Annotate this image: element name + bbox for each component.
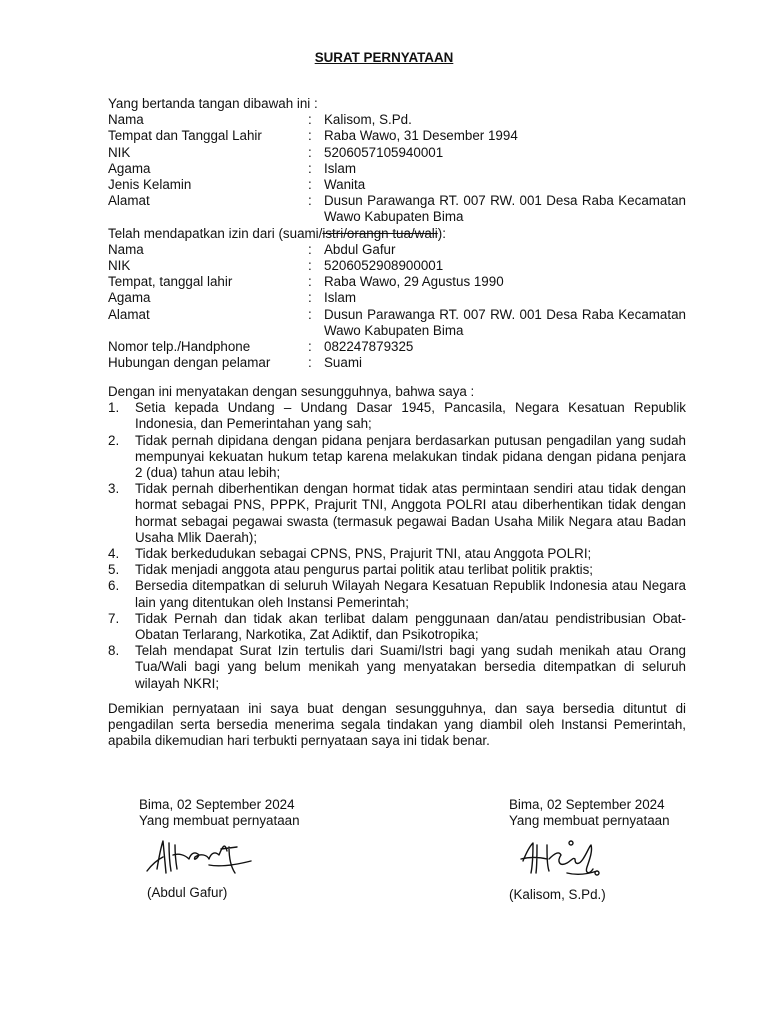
list-item: 1. Setia kepada Undang – Undang Dasar 1945, Pancasila, Negara Kesatuan Republik Indonesia, dan Pemerintahan yang sah; <box>108 400 686 432</box>
list-item: 8. Telah mendapat Surat Izin tertulis dari Suami/Istri bagi yang sudah menikah atau Orang Tua/Wali bagi yang belum menikah yang menyatakan bersedia ditempatkan di seluruh wilayah NKRI; <box>108 643 686 691</box>
guardian-row-relation <box>108 355 686 371</box>
signer-row-birth <box>108 128 686 144</box>
signature-role: Yang membuat pernyataan <box>509 813 670 829</box>
field-label: Alamat <box>108 306 150 322</box>
field-colon: : <box>308 144 312 160</box>
list-item: 3. Tidak pernah diberhentikan dengan hormat tidak atas permintaan sendiri atau tidak dengan hormat sebagai PNS, PPPK, Prajurit TNI, Anggota POLRI atau diberhentikan tidak dengan hormat sebagai pegawai swasta (termasuk pegawai Badan Usaha Milik Negara atau Badan Usaha Mlik Daerah); <box>108 481 686 545</box>
field-label: Agama <box>108 290 151 306</box>
field-value: Islam <box>324 290 356 306</box>
list-item: 5. Tidak menjadi anggota atau pengurus partai politik atau terlibat politik praktis; <box>108 562 594 578</box>
signer-row-religion <box>108 161 686 177</box>
signature-scribble-left <box>139 837 259 879</box>
signature-name: (Kalisom, S.Pd.) <box>509 887 606 903</box>
guardian-row-phone <box>108 339 686 355</box>
field-value: Raba Wawo, 29 Agustus 1990 <box>324 274 504 290</box>
signature-name: (Abdul Gafur) <box>147 885 228 901</box>
closing-paragraph: Demikian pernyataan ini saya buat dengan sesungguhnya, dan saya bersedia dituntut di pengadilan serta bersedia menerima segala tindakan yang diambil oleh Instansi Pemerintah, apabila dikemudian hari terbukti pernyataan saya ini tidak benar. <box>108 701 686 749</box>
signer-row-name <box>108 112 686 128</box>
field-label: Tempat dan Tanggal Lahir <box>108 128 262 144</box>
field-label: Alamat <box>108 193 150 209</box>
signature-block-left <box>139 797 359 902</box>
field-label: Tempat, tanggal lahir <box>108 274 233 290</box>
guardian-row-name <box>108 242 686 258</box>
field-colon: : <box>308 128 312 144</box>
field-label: Jenis Kelamin <box>108 177 192 193</box>
field-colon: : <box>308 306 312 322</box>
signature-block-right <box>509 797 729 904</box>
field-value: Raba Wawo, 31 Desember 1994 <box>324 128 518 144</box>
signature-place-date: Bima, 02 September 2024 <box>139 797 295 812</box>
statement-list <box>108 400 686 692</box>
document-title: SURAT PERNYATAAN <box>314 50 454 65</box>
guardian-row-address <box>108 307 686 339</box>
field-value: 5206057105940001 <box>324 144 444 160</box>
signature-scribble-right <box>509 837 619 881</box>
field-colon: : <box>308 258 312 274</box>
guardian-row-religion <box>108 290 686 306</box>
guardian-row-nik <box>108 258 686 274</box>
field-colon: : <box>308 339 312 355</box>
list-item: 4. Tidak berkedudukan sebagai CPNS, PNS, Prajurit TNI, atau Anggota POLRI; <box>108 546 592 562</box>
field-label: Nama <box>108 241 144 257</box>
signer-row-gender <box>108 177 686 193</box>
statement-section <box>108 384 686 692</box>
signature-role: Yang membuat pernyataan <box>139 813 300 829</box>
field-value: Dusun Parawanga RT. 007 RW. 001 Desa Raba Kecamatan Wawo Kabupaten Bima <box>324 306 686 338</box>
field-colon: : <box>308 160 312 176</box>
field-colon: : <box>308 290 312 306</box>
field-colon: : <box>308 177 312 193</box>
field-value: Islam <box>324 160 356 176</box>
field-label: Nomor telp./Handphone <box>108 339 251 355</box>
signer-row-address <box>108 193 686 225</box>
field-value: Abdul Gafur <box>324 241 396 257</box>
field-value: Suami <box>324 355 362 371</box>
field-colon: : <box>308 241 312 257</box>
field-value: Dusun Parawanga RT. 007 RW. 001 Desa Raba Kecamatan Wawo Kabupaten Bima <box>324 193 686 225</box>
list-item: 2. Tidak pernah dipidana dengan pidana penjara berdasarkan putusan pengadilan yang sudah mempunyai kekuatan hukum tetap karena melakukan tindak pidana dengan pidana penjara 2 (dua) tahun atau lebih; <box>108 432 686 481</box>
struck-text: istri/orangn tua/wali <box>322 225 438 241</box>
field-colon: : <box>308 193 312 209</box>
field-label: Hubungan dengan pelamar <box>108 355 271 371</box>
signer-row-nik <box>108 145 686 161</box>
permission-line: Telah mendapatkan izin dari (suami/istri/orangn tua/wali): <box>108 225 446 241</box>
field-label: Agama <box>108 160 151 176</box>
field-value: 082247879325 <box>324 339 414 355</box>
field-value: 5206052908900001 <box>324 258 444 274</box>
signer-section <box>108 96 686 371</box>
field-colon: : <box>308 274 312 290</box>
list-item: 7. Tidak Pernah dan tidak akan terlibat dalam penggunaan dan/atau pendistribusian Obat-Obatan Terlarang, Narkotika, Zat Adiktif, dan Psikotropika; <box>108 610 686 643</box>
field-label: NIK <box>108 258 131 274</box>
field-label: NIK <box>108 144 131 160</box>
field-colon: : <box>308 112 312 128</box>
field-value: Wanita <box>324 177 366 193</box>
field-colon: : <box>308 355 312 371</box>
field-label: Nama <box>108 112 144 128</box>
signature-place-date: Bima, 02 September 2024 <box>509 797 665 812</box>
guardian-row-birth <box>108 274 686 290</box>
field-value: Kalisom, S.Pd. <box>324 112 412 128</box>
list-item: 6. Bersedia ditempatkan di seluruh Wilayah Negara Kesatuan Republik Indonesia atau Negara lain yang ditentukan oleh Instansi Pemerintah; <box>108 578 686 610</box>
statement-intro: Dengan ini menyatakan dengan sesungguhnya, bahwa saya : <box>108 384 475 399</box>
intro-line: Yang bertanda tangan dibawah ini : <box>108 96 318 111</box>
